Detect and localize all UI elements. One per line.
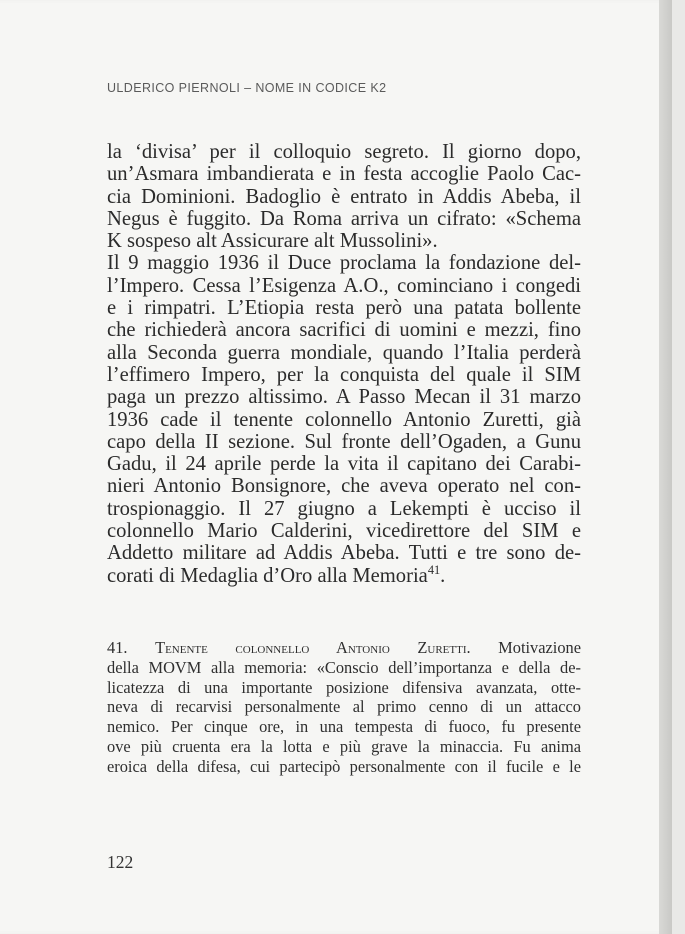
footnote-heading: Tenente colonnello Antonio Zuretti. bbox=[155, 638, 471, 657]
body-line: K sospeso alt Assicurare alt Mussolini». bbox=[107, 230, 438, 253]
body-line: che richiederà ancora sacrifici di uomini e mezzi, fino bbox=[107, 319, 581, 342]
body-line: paga un prezzo altissimo. A Passo Mecan il 31 marzo bbox=[107, 386, 581, 409]
body-line: colonnello Mario Calderini, vicedirettore del SIM e bbox=[107, 520, 581, 543]
body-line: Il 9 maggio 1936 il Duce proclama la fondazione del- bbox=[107, 252, 581, 275]
body-line: Gadu, il 24 aprile perde la vita il capitano dei Carabi- bbox=[107, 453, 581, 476]
body-line: Addetto militare ad Addis Abeba. Tutti e tre sono de- bbox=[107, 542, 581, 565]
footnote-line: neva di recarvisi personalmente al primo cenno di un attacco bbox=[107, 697, 581, 717]
footnote-first-line bbox=[107, 638, 581, 658]
footnote bbox=[107, 638, 581, 777]
body-line: Negus è fuggito. Da Roma arriva un cifrato: «Schema bbox=[107, 207, 581, 230]
body-line: l’Impero. Cessa l’Esigenza A.O., cominciano i congedi bbox=[107, 274, 581, 297]
body-line: e i rimpatri. L’Etiopia resta però una patata bollente bbox=[107, 297, 581, 320]
body-line: alla Seconda guerra mondiale, quando l’Italia perderà bbox=[107, 341, 581, 364]
body-line: nieri Antonio Bonsignore, che aveva operato nel con- bbox=[107, 475, 581, 498]
footnote-number: 41. bbox=[107, 638, 128, 657]
body-line: trospionaggio. Il 27 giugno a Lekempti è ucciso il bbox=[107, 497, 581, 520]
body-line: un’Asmara imbandierata e in festa accoglie Paolo Cac- bbox=[107, 163, 581, 186]
footnote-line: licatezza di una importante posizione difensiva avanzata, otte- bbox=[107, 677, 581, 697]
running-header: ULDERICO PIERNOLI – NOME IN CODICE K2 bbox=[107, 81, 387, 95]
body-line: l’effimero Impero, per la conquista del quale il SIM bbox=[107, 363, 581, 386]
footnote-line: ove più cruenta era la lotta e più grave la minaccia. Fu anima bbox=[107, 736, 581, 756]
footnote-line: nemico. Per cinque ore, in una tempesta di fuoco, fu presente bbox=[107, 717, 581, 737]
last-line-end: . bbox=[440, 564, 446, 587]
body-text bbox=[107, 141, 581, 587]
footnote-reference[interactable]: 41 bbox=[427, 562, 441, 577]
body-line: 1936 cade il tenente colonnello Antonio Zuretti, già bbox=[107, 408, 581, 431]
body-line: capo della II sezione. Sul fronte dell’Ogaden, a Gunu bbox=[107, 430, 581, 453]
footnote-first-line-rest: Motivazione bbox=[498, 638, 582, 657]
page-edge bbox=[659, 0, 672, 934]
last-line-text: corati di Medaglia d’Oro alla Memoria bbox=[107, 564, 428, 587]
footnote-line: eroica della difesa, cui partecipò personalmente con il fucile e le bbox=[107, 756, 581, 776]
footnote-line: della MOVM alla memoria: «Conscio dell’importanza e della de- bbox=[107, 657, 581, 677]
body-line-last bbox=[107, 562, 581, 587]
page-number: 122 bbox=[107, 852, 134, 872]
body-line: cia Dominioni. Badoglio è entrato in Addis Abeba, il bbox=[107, 185, 581, 208]
body-line: la ‘divisa’ per il colloquio segreto. Il giorno dopo, bbox=[107, 141, 581, 163]
